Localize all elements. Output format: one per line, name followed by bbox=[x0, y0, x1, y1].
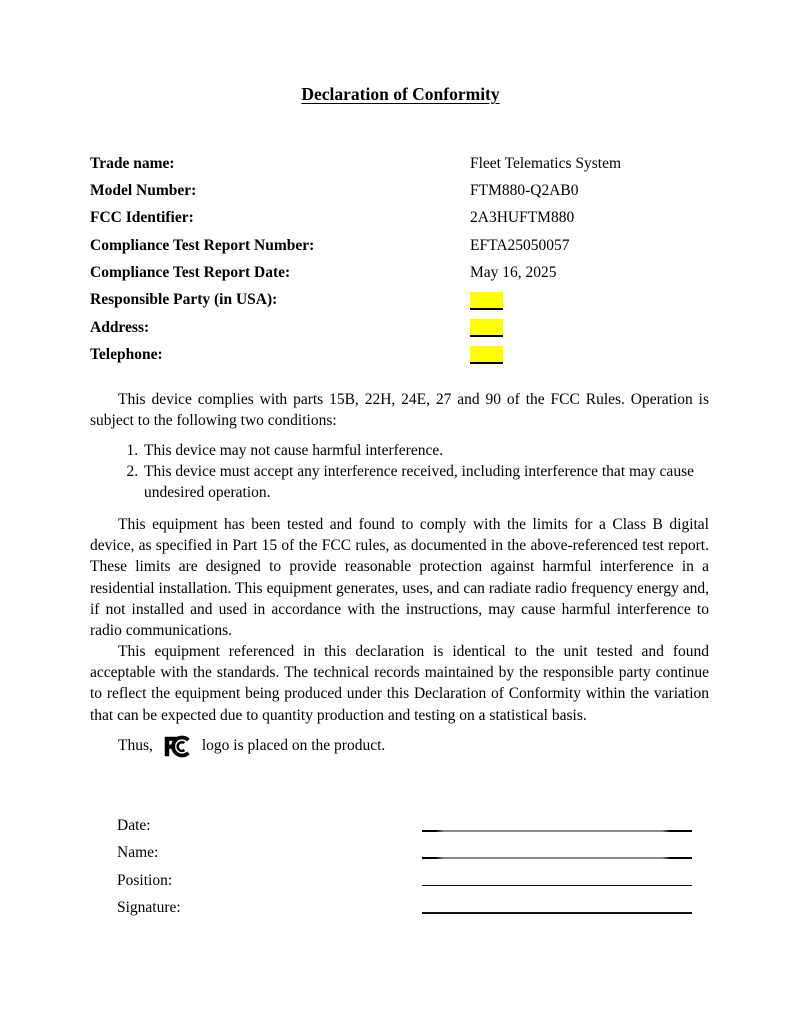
field-value: May 16, 2025 bbox=[470, 264, 557, 282]
field-value bbox=[470, 291, 503, 309]
condition-item-2: 2. This device must accept any interference received, including interference that may cause undesired operation. bbox=[142, 461, 709, 503]
signature-label: Signature: bbox=[117, 898, 181, 916]
intro-paragraph: This device complies with parts 15B, 22H, 24E, 27 and 90 of the FCC Rules. Operation is subject to the following two conditions: bbox=[90, 391, 709, 430]
logo-sentence-prefix: Thus, bbox=[118, 737, 153, 754]
conditions-list bbox=[90, 440, 709, 504]
field-label: Responsible Party (in USA): bbox=[90, 291, 278, 309]
signature-row-name bbox=[90, 840, 709, 867]
fcc-logo-icon bbox=[161, 734, 194, 759]
field-value: 2A3HUFTM880 bbox=[470, 209, 575, 227]
signature-row-position bbox=[90, 868, 709, 895]
signature-row-signature bbox=[90, 895, 709, 922]
field-value: FTM880-Q2AB0 bbox=[470, 182, 579, 200]
field-label: Address: bbox=[90, 318, 150, 336]
tested-paragraph: This equipment has been tested and found to comply with the limits for a Class B digital device, as specified in Part 15 of the FCC rules, as documented in the above-referenced test report. These limits are designed to provide reasonable protection against harmful interference in a residential installation. This equipment generates, uses, and can radiate radio frequency energy and, if not installed and used in accordance with the instructions, may cause harmful interference to radio communications. bbox=[90, 516, 709, 640]
signature-label: Date: bbox=[117, 817, 151, 834]
field-row-report-date bbox=[90, 259, 709, 286]
field-label: Trade name: bbox=[90, 154, 175, 172]
fields-section bbox=[90, 150, 709, 369]
field-row-address bbox=[90, 314, 709, 341]
condition-item-1: 1. This device may not cause harmful interference. bbox=[142, 440, 709, 461]
highlighted-blank-field[interactable] bbox=[470, 346, 503, 364]
signature-line-date[interactable] bbox=[422, 830, 692, 832]
field-row-responsible-party bbox=[90, 287, 709, 314]
signature-line-signature[interactable] bbox=[422, 912, 692, 914]
signature-row-date bbox=[90, 813, 709, 840]
identical-paragraph: This equipment referenced in this declaration is identical to the unit tested and found acceptable with the standards. The technical records maintained by the responsible party continue to reflect the equipment being produced under this Declaration of Conformity within the variation that can be expected due to quantity production and testing on a statistical basis. bbox=[90, 643, 709, 724]
signature-label: Position: bbox=[117, 871, 173, 889]
field-row-trade-name bbox=[90, 150, 709, 177]
field-value: Fleet Telematics System bbox=[470, 154, 622, 172]
field-label: Compliance Test Report Date: bbox=[90, 264, 291, 282]
signature-section bbox=[90, 813, 709, 922]
signature-label: Name: bbox=[117, 844, 159, 862]
fcc-logo-sentence bbox=[90, 733, 709, 759]
logo-sentence-suffix: logo is placed on the product. bbox=[201, 737, 386, 754]
field-row-telephone bbox=[90, 341, 709, 368]
signature-line-name[interactable] bbox=[422, 857, 692, 859]
signature-line-position[interactable] bbox=[422, 885, 692, 887]
field-row-fcc-identifier bbox=[90, 205, 709, 232]
document-title: Declaration of Conformity bbox=[301, 84, 500, 104]
field-label: Model Number: bbox=[90, 182, 197, 200]
field-value: EFTA25050057 bbox=[470, 236, 570, 254]
field-value bbox=[470, 319, 503, 337]
field-row-report-number bbox=[90, 232, 709, 259]
field-label: Compliance Test Report Number: bbox=[90, 236, 315, 254]
field-label: FCC Identifier: bbox=[90, 209, 194, 227]
highlighted-blank-field[interactable] bbox=[470, 319, 503, 337]
highlighted-blank-field[interactable] bbox=[470, 292, 503, 310]
field-row-model-number bbox=[90, 177, 709, 204]
field-label: Telephone: bbox=[90, 346, 163, 364]
field-value bbox=[470, 346, 503, 364]
